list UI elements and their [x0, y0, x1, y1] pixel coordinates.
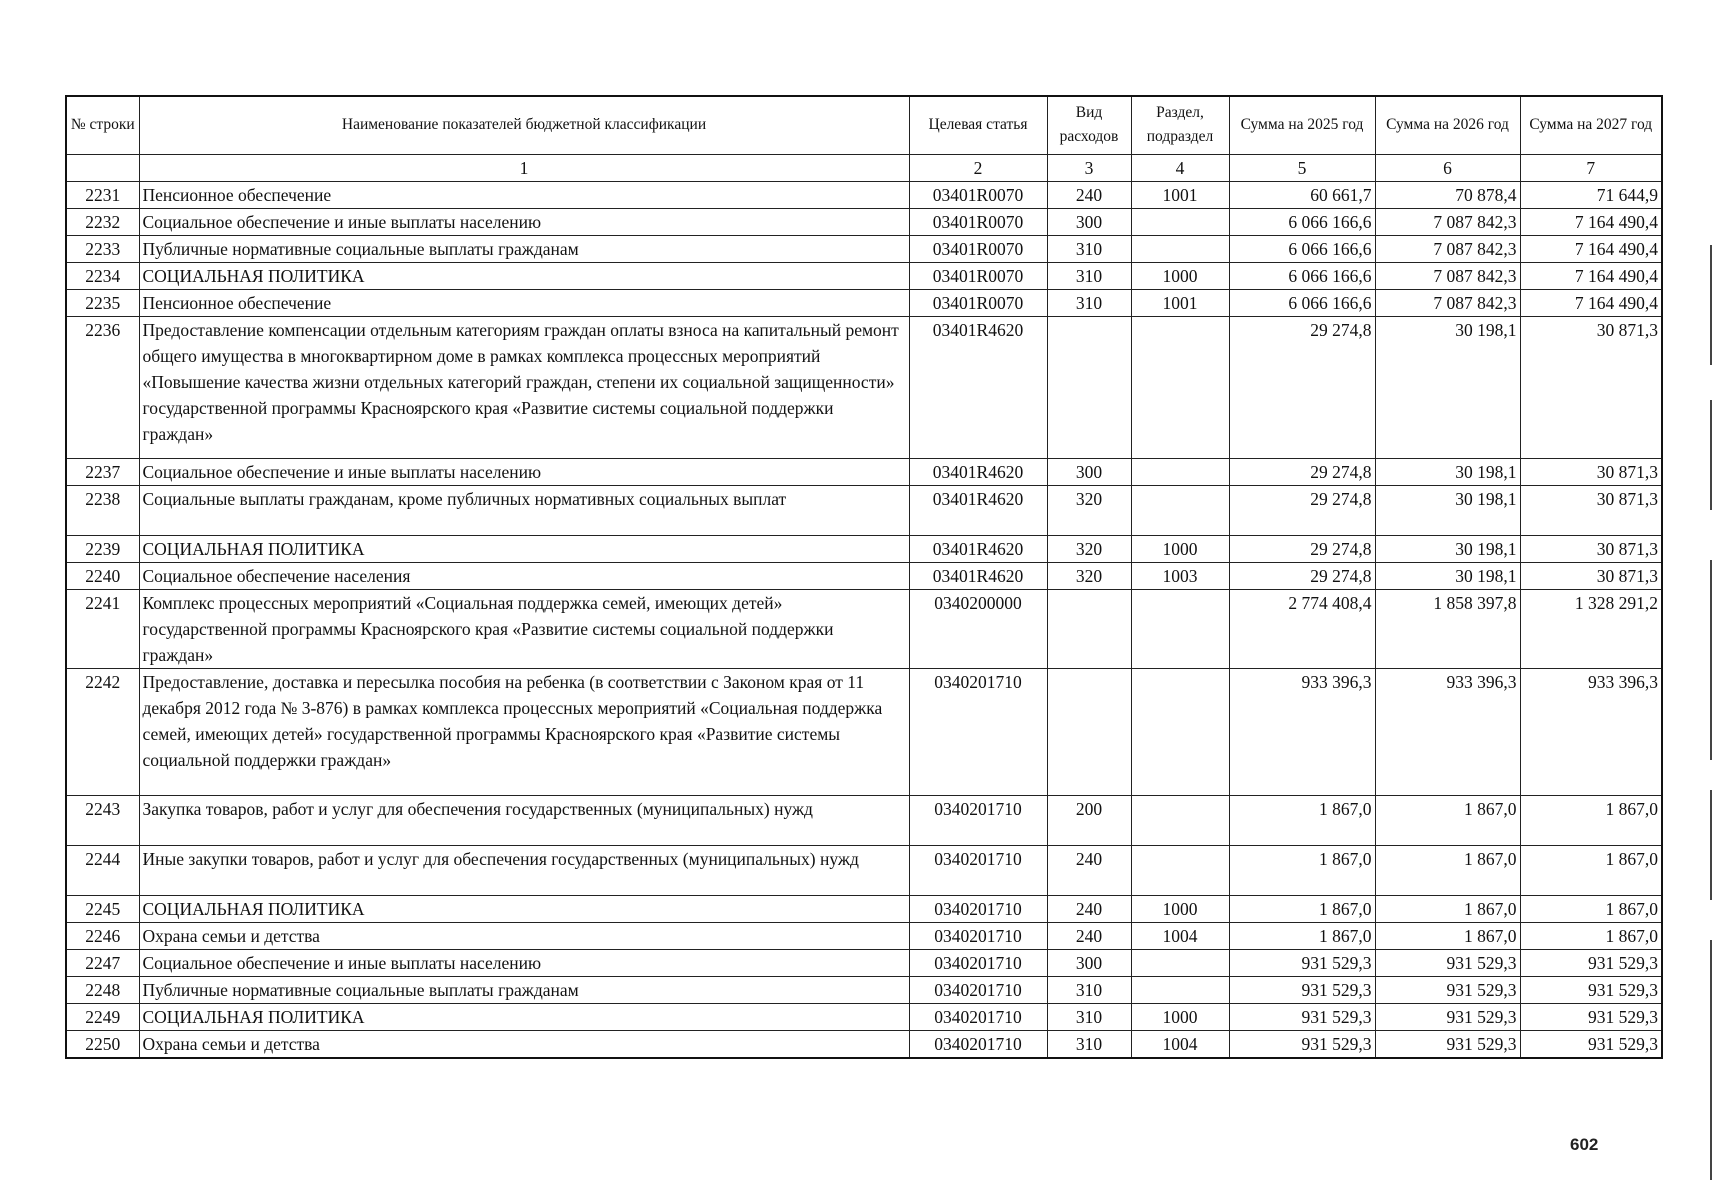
row-name: СОЦИАЛЬНАЯ ПОЛИТИКА — [139, 895, 909, 922]
row-section — [1131, 208, 1229, 235]
row-expense-type: 320 — [1047, 535, 1131, 562]
row-expense-type: 200 — [1047, 795, 1131, 845]
row-sum-2025: 931 529,3 — [1229, 1030, 1375, 1058]
header-section: Раздел, подраздел — [1131, 96, 1229, 154]
header-sum-2026: Сумма на 2026 год — [1375, 96, 1520, 154]
row-name: СОЦИАЛЬНАЯ ПОЛИТИКА — [139, 1003, 909, 1030]
row-sum-2026: 70 878,4 — [1375, 181, 1520, 208]
row-number: 2238 — [66, 485, 139, 535]
row-sum-2027: 1 867,0 — [1520, 795, 1662, 845]
row-target: 03401R0070 — [909, 235, 1047, 262]
row-number: 2234 — [66, 262, 139, 289]
row-target: 03401R0070 — [909, 181, 1047, 208]
header-target: Целевая статья — [909, 96, 1047, 154]
column-number-row — [66, 154, 1662, 181]
row-name: Предоставление компенсации отдельным категориям граждан оплаты взноса на капитальный ремонт общего имущества в многоквартирном доме в рамках комплекса процессных мероприятий «Повышение качества жизни отдельных категорий граждан, степени их социальной защищенности» государственной программы Красноярского края «Развитие системы социальной поддержки граждан» — [139, 316, 909, 458]
row-target: 0340201710 — [909, 949, 1047, 976]
row-target: 0340201710 — [909, 668, 1047, 795]
row-sum-2027: 933 396,3 — [1520, 668, 1662, 795]
row-name: Публичные нормативные социальные выплаты гражданам — [139, 235, 909, 262]
row-sum-2027: 1 328 291,2 — [1520, 589, 1662, 668]
row-number: 2232 — [66, 208, 139, 235]
row-sum-2027: 30 871,3 — [1520, 316, 1662, 458]
row-sum-2026: 7 087 842,3 — [1375, 208, 1520, 235]
row-number: 2240 — [66, 562, 139, 589]
row-sum-2027: 71 644,9 — [1520, 181, 1662, 208]
row-sum-2026: 30 198,1 — [1375, 535, 1520, 562]
row-sum-2026: 7 087 842,3 — [1375, 262, 1520, 289]
row-name: СОЦИАЛЬНАЯ ПОЛИТИКА — [139, 535, 909, 562]
table-row — [66, 668, 1662, 795]
table-row — [66, 562, 1662, 589]
row-sum-2027: 7 164 490,4 — [1520, 262, 1662, 289]
row-sum-2026: 931 529,3 — [1375, 1030, 1520, 1058]
row-section — [1131, 949, 1229, 976]
row-expense-type: 310 — [1047, 1003, 1131, 1030]
row-sum-2025: 933 396,3 — [1229, 668, 1375, 795]
table-row — [66, 208, 1662, 235]
row-sum-2025: 29 274,8 — [1229, 458, 1375, 485]
row-target: 03401R0070 — [909, 208, 1047, 235]
row-sum-2027: 30 871,3 — [1520, 485, 1662, 535]
column-number: 5 — [1229, 154, 1375, 181]
row-target: 03401R4620 — [909, 316, 1047, 458]
row-expense-type: 240 — [1047, 845, 1131, 895]
table-row — [66, 922, 1662, 949]
table-row — [66, 949, 1662, 976]
row-sum-2026: 7 087 842,3 — [1375, 289, 1520, 316]
row-section — [1131, 458, 1229, 485]
row-target: 0340201710 — [909, 1003, 1047, 1030]
row-sum-2027: 1 867,0 — [1520, 845, 1662, 895]
row-expense-type: 320 — [1047, 562, 1131, 589]
row-sum-2027: 7 164 490,4 — [1520, 289, 1662, 316]
scan-edge-mark — [1710, 245, 1712, 365]
row-name: Закупка товаров, работ и услуг для обеспечения государственных (муниципальных) нужд — [139, 795, 909, 845]
table-row — [66, 181, 1662, 208]
row-number: 2239 — [66, 535, 139, 562]
row-sum-2026: 1 858 397,8 — [1375, 589, 1520, 668]
row-name: СОЦИАЛЬНАЯ ПОЛИТИКА — [139, 262, 909, 289]
table-row — [66, 485, 1662, 535]
row-sum-2026: 931 529,3 — [1375, 1003, 1520, 1030]
row-section: 1004 — [1131, 1030, 1229, 1058]
row-name: Социальное обеспечение и иные выплаты населению — [139, 208, 909, 235]
row-expense-type: 310 — [1047, 289, 1131, 316]
column-number: 1 — [139, 154, 909, 181]
row-sum-2025: 2 774 408,4 — [1229, 589, 1375, 668]
row-name: Охрана семьи и детства — [139, 922, 909, 949]
row-name: Социальные выплаты гражданам, кроме публичных нормативных социальных выплат — [139, 485, 909, 535]
row-number: 2233 — [66, 235, 139, 262]
row-expense-type: 240 — [1047, 181, 1131, 208]
row-section — [1131, 589, 1229, 668]
row-number: 2245 — [66, 895, 139, 922]
scan-edge-mark — [1710, 400, 1712, 510]
row-sum-2026: 1 867,0 — [1375, 795, 1520, 845]
row-sum-2026: 1 867,0 — [1375, 845, 1520, 895]
row-target: 0340201710 — [909, 922, 1047, 949]
row-section: 1001 — [1131, 289, 1229, 316]
row-sum-2026: 931 529,3 — [1375, 976, 1520, 1003]
row-sum-2027: 931 529,3 — [1520, 949, 1662, 976]
row-sum-2026: 1 867,0 — [1375, 895, 1520, 922]
row-target: 0340201710 — [909, 845, 1047, 895]
column-number: 3 — [1047, 154, 1131, 181]
row-sum-2027: 931 529,3 — [1520, 976, 1662, 1003]
row-sum-2027: 30 871,3 — [1520, 562, 1662, 589]
row-sum-2025: 931 529,3 — [1229, 1003, 1375, 1030]
row-sum-2027: 30 871,3 — [1520, 458, 1662, 485]
row-section: 1004 — [1131, 922, 1229, 949]
row-sum-2025: 1 867,0 — [1229, 895, 1375, 922]
page-number: 602 — [1570, 1135, 1599, 1154]
row-sum-2025: 931 529,3 — [1229, 949, 1375, 976]
row-sum-2025: 6 066 166,6 — [1229, 262, 1375, 289]
header-expense-type: Вид расходов — [1047, 96, 1131, 154]
row-sum-2027: 7 164 490,4 — [1520, 235, 1662, 262]
row-number: 2250 — [66, 1030, 139, 1058]
row-sum-2026: 933 396,3 — [1375, 668, 1520, 795]
row-name: Предоставление, доставка и пересылка пособия на ребенка (в соответствии с Законом края от 11 декабря 2012 года № 3-876) в рамках комплекса процессных мероприятий «Социальная поддержка семей, имеющих детей» государственной программы Красноярского края «Развитие системы социальной поддержки граждан» — [139, 668, 909, 795]
row-expense-type: 310 — [1047, 262, 1131, 289]
table-row — [66, 1030, 1662, 1058]
row-sum-2025: 1 867,0 — [1229, 845, 1375, 895]
table-row — [66, 589, 1662, 668]
row-sum-2025: 60 661,7 — [1229, 181, 1375, 208]
row-section: 1000 — [1131, 895, 1229, 922]
row-number: 2235 — [66, 289, 139, 316]
row-expense-type — [1047, 668, 1131, 795]
table-row — [66, 535, 1662, 562]
row-sum-2027: 30 871,3 — [1520, 535, 1662, 562]
row-sum-2025: 931 529,3 — [1229, 976, 1375, 1003]
row-expense-type — [1047, 316, 1131, 458]
row-expense-type: 300 — [1047, 949, 1131, 976]
row-name: Социальное обеспечение и иные выплаты населению — [139, 949, 909, 976]
row-number: 2246 — [66, 922, 139, 949]
row-section — [1131, 795, 1229, 845]
row-target: 0340201710 — [909, 795, 1047, 845]
header-row — [66, 96, 1662, 154]
row-section: 1001 — [1131, 181, 1229, 208]
table-row — [66, 976, 1662, 1003]
row-name: Пенсионное обеспечение — [139, 289, 909, 316]
row-section: 1000 — [1131, 535, 1229, 562]
column-number: 6 — [1375, 154, 1520, 181]
row-sum-2025: 29 274,8 — [1229, 485, 1375, 535]
row-target: 0340201710 — [909, 976, 1047, 1003]
row-section: 1000 — [1131, 262, 1229, 289]
row-expense-type: 240 — [1047, 922, 1131, 949]
row-sum-2027: 1 867,0 — [1520, 895, 1662, 922]
row-name: Социальное обеспечение населения — [139, 562, 909, 589]
row-section — [1131, 485, 1229, 535]
row-target: 03401R0070 — [909, 262, 1047, 289]
row-target: 0340201710 — [909, 1030, 1047, 1058]
table-row — [66, 895, 1662, 922]
table-body — [66, 181, 1662, 1058]
row-section — [1131, 976, 1229, 1003]
row-sum-2026: 30 198,1 — [1375, 316, 1520, 458]
column-number: 2 — [909, 154, 1047, 181]
row-number: 2247 — [66, 949, 139, 976]
row-name: Пенсионное обеспечение — [139, 181, 909, 208]
table-row — [66, 235, 1662, 262]
row-sum-2025: 6 066 166,6 — [1229, 289, 1375, 316]
row-name: Публичные нормативные социальные выплаты гражданам — [139, 976, 909, 1003]
row-expense-type: 300 — [1047, 208, 1131, 235]
table-row — [66, 262, 1662, 289]
row-sum-2026: 1 867,0 — [1375, 922, 1520, 949]
row-name: Охрана семьи и детства — [139, 1030, 909, 1058]
row-section — [1131, 845, 1229, 895]
table-row — [66, 316, 1662, 458]
row-sum-2025: 29 274,8 — [1229, 316, 1375, 458]
row-expense-type: 310 — [1047, 976, 1131, 1003]
row-sum-2027: 7 164 490,4 — [1520, 208, 1662, 235]
column-number-blank — [66, 154, 139, 181]
header-name: Наименование показателей бюджетной классификации — [139, 96, 909, 154]
column-number: 4 — [1131, 154, 1229, 181]
row-sum-2026: 931 529,3 — [1375, 949, 1520, 976]
row-sum-2026: 30 198,1 — [1375, 458, 1520, 485]
row-target: 03401R4620 — [909, 458, 1047, 485]
row-section: 1003 — [1131, 562, 1229, 589]
row-name: Комплекс процессных мероприятий «Социальная поддержка семей, имеющих детей» государственной программы Красноярского края «Развитие системы социальной поддержки граждан» — [139, 589, 909, 668]
row-number: 2236 — [66, 316, 139, 458]
row-section — [1131, 668, 1229, 795]
row-name: Иные закупки товаров, работ и услуг для обеспечения государственных (муниципальных) нужд — [139, 845, 909, 895]
row-target: 03401R4620 — [909, 535, 1047, 562]
table-row — [66, 289, 1662, 316]
table-row — [66, 458, 1662, 485]
row-expense-type: 310 — [1047, 235, 1131, 262]
row-target: 03401R4620 — [909, 562, 1047, 589]
scan-edge-mark — [1710, 560, 1712, 760]
row-target: 03401R4620 — [909, 485, 1047, 535]
row-section: 1000 — [1131, 1003, 1229, 1030]
header-sum-2025: Сумма на 2025 год — [1229, 96, 1375, 154]
row-expense-type: 320 — [1047, 485, 1131, 535]
row-sum-2025: 29 274,8 — [1229, 535, 1375, 562]
row-number: 2243 — [66, 795, 139, 845]
row-expense-type: 310 — [1047, 1030, 1131, 1058]
row-expense-type: 300 — [1047, 458, 1131, 485]
row-sum-2025: 6 066 166,6 — [1229, 208, 1375, 235]
row-sum-2025: 6 066 166,6 — [1229, 235, 1375, 262]
scan-edge-mark — [1710, 790, 1712, 900]
row-name: Социальное обеспечение и иные выплаты населению — [139, 458, 909, 485]
row-sum-2025: 1 867,0 — [1229, 922, 1375, 949]
row-sum-2026: 30 198,1 — [1375, 562, 1520, 589]
table-row — [66, 795, 1662, 845]
row-number: 2241 — [66, 589, 139, 668]
row-number: 2237 — [66, 458, 139, 485]
column-number: 7 — [1520, 154, 1662, 181]
row-sum-2025: 1 867,0 — [1229, 795, 1375, 845]
row-target: 03401R0070 — [909, 289, 1047, 316]
row-number: 2248 — [66, 976, 139, 1003]
row-number: 2249 — [66, 1003, 139, 1030]
row-number: 2244 — [66, 845, 139, 895]
row-expense-type: 240 — [1047, 895, 1131, 922]
table-row — [66, 845, 1662, 895]
header-row-no: № строки — [66, 96, 139, 154]
row-sum-2026: 7 087 842,3 — [1375, 235, 1520, 262]
budget-classification-table — [65, 95, 1663, 1059]
row-number: 2231 — [66, 181, 139, 208]
scan-edge-mark — [1710, 940, 1712, 1180]
row-section — [1131, 235, 1229, 262]
row-target: 0340201710 — [909, 895, 1047, 922]
table-row — [66, 1003, 1662, 1030]
row-number: 2242 — [66, 668, 139, 795]
row-sum-2026: 30 198,1 — [1375, 485, 1520, 535]
row-sum-2025: 29 274,8 — [1229, 562, 1375, 589]
row-sum-2027: 931 529,3 — [1520, 1030, 1662, 1058]
row-target: 0340200000 — [909, 589, 1047, 668]
row-section — [1131, 316, 1229, 458]
row-sum-2027: 931 529,3 — [1520, 1003, 1662, 1030]
row-sum-2027: 1 867,0 — [1520, 922, 1662, 949]
row-expense-type — [1047, 589, 1131, 668]
header-sum-2027: Сумма на 2027 год — [1520, 96, 1662, 154]
